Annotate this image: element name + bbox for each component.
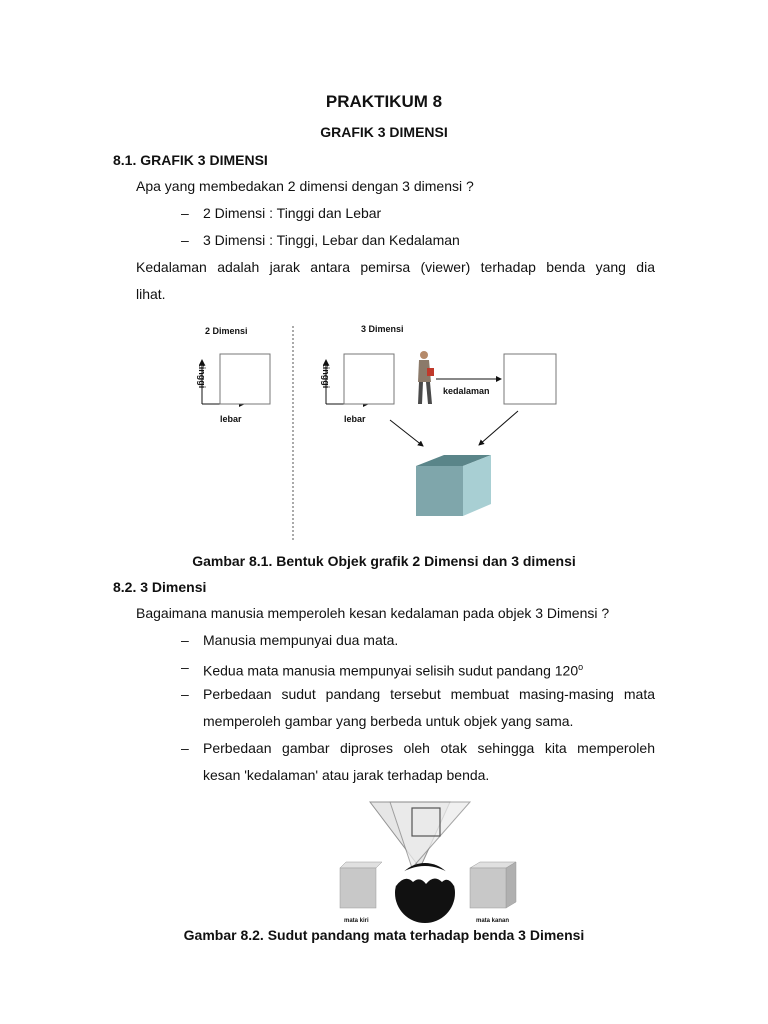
- section-heading-8-2: 8.2. 3 Dimensi: [113, 579, 207, 595]
- dash-bullet: –: [181, 632, 189, 648]
- list-item-text: Perbedaan gambar diproses oleh otak sehingga kita memperoleh: [203, 740, 655, 756]
- figure-caption-8-1: Gambar 8.1. Bentuk Objek grafik 2 Dimensi dan 3 dimensi: [192, 553, 576, 569]
- list-item-text: 2 Dimensi : Tinggi dan Lebar: [203, 205, 382, 221]
- section-question: Apa yang membedakan 2 dimensi dengan 3 dimensi ?: [136, 178, 474, 194]
- label-mata-kanan: mata kanan: [476, 918, 510, 924]
- list-item-text: 3 Dimensi : Tinggi, Lebar dan Kedalaman: [203, 232, 460, 248]
- list-item: [0, 627, 768, 654]
- label-mata-kiri: mata kiri: [344, 918, 369, 924]
- square-depth: [504, 354, 556, 404]
- list-item: [0, 735, 768, 762]
- label-2-dimensi: 2 Dimensi: [205, 326, 248, 336]
- figure-caption-8-2: Gambar 8.2. Sudut pandang mata terhadap benda 3 Dimensi: [183, 927, 585, 943]
- viewer-person-icon: [418, 351, 434, 404]
- list-item-text: Perbedaan sudut pandang tersebut membuat masing-masing mata: [203, 686, 655, 702]
- section-question: Bagaimana manusia memperoleh kesan kedalaman pada objek 3 Dimensi ?: [136, 605, 610, 621]
- section-heading-8-1: 8.1. GRAFIK 3 DIMENSI: [113, 152, 268, 168]
- head-icon: [395, 863, 455, 923]
- list-item-text: Kedua mata manusia mempunyai selisih sudut pandang 120: [203, 662, 579, 679]
- label-kedalaman: kedalaman: [443, 386, 490, 396]
- view-cone-right: [390, 802, 470, 868]
- list-item: [0, 654, 768, 681]
- page-title: PRAKTIKUM 8: [325, 92, 443, 111]
- paragraph-line: Kedalaman adalah jarak antara pemirsa (viewer) terhadap benda yang dia: [136, 259, 655, 275]
- page-subtitle: GRAFIK 3 DIMENSI: [320, 124, 448, 140]
- degree-superscript: o: [578, 662, 584, 672]
- label-3-dimensi: 3 Dimensi: [361, 324, 404, 334]
- dash-bullet: –: [181, 205, 189, 221]
- square-3d-front: [344, 354, 394, 404]
- left-eye-view-box: [340, 862, 382, 908]
- dash-bullet: –: [181, 659, 189, 675]
- axis-label-tinggi: tinggi: [197, 363, 207, 389]
- dash-bullet: –: [181, 232, 189, 248]
- cube-3d: [416, 455, 491, 516]
- list-item: [0, 681, 768, 708]
- arrow-to-cube-right: [479, 411, 518, 445]
- list-item: [0, 200, 768, 227]
- arrow-to-cube-left: [390, 420, 423, 446]
- square-2d: [220, 354, 270, 404]
- list-item-continuation: memperoleh gambar yang berbeda untuk objek yang sama.: [203, 713, 574, 729]
- list-item-continuation: kesan 'kedalaman' atau jarak terhadap benda.: [203, 767, 490, 783]
- figure-eye-view: [330, 796, 530, 926]
- paragraph-line: lihat.: [136, 286, 166, 302]
- list-item: [0, 227, 768, 254]
- list-item-text: Manusia mempunyai dua mata.: [203, 632, 399, 648]
- axis-label-tinggi: tinggi: [321, 363, 331, 389]
- right-eye-view-box: [470, 862, 516, 908]
- dash-bullet: –: [181, 740, 189, 756]
- axis-label-lebar: lebar: [344, 414, 366, 424]
- dash-bullet: –: [181, 686, 189, 702]
- axis-label-lebar: lebar: [220, 414, 242, 424]
- figure-2d-3d: [180, 318, 580, 546]
